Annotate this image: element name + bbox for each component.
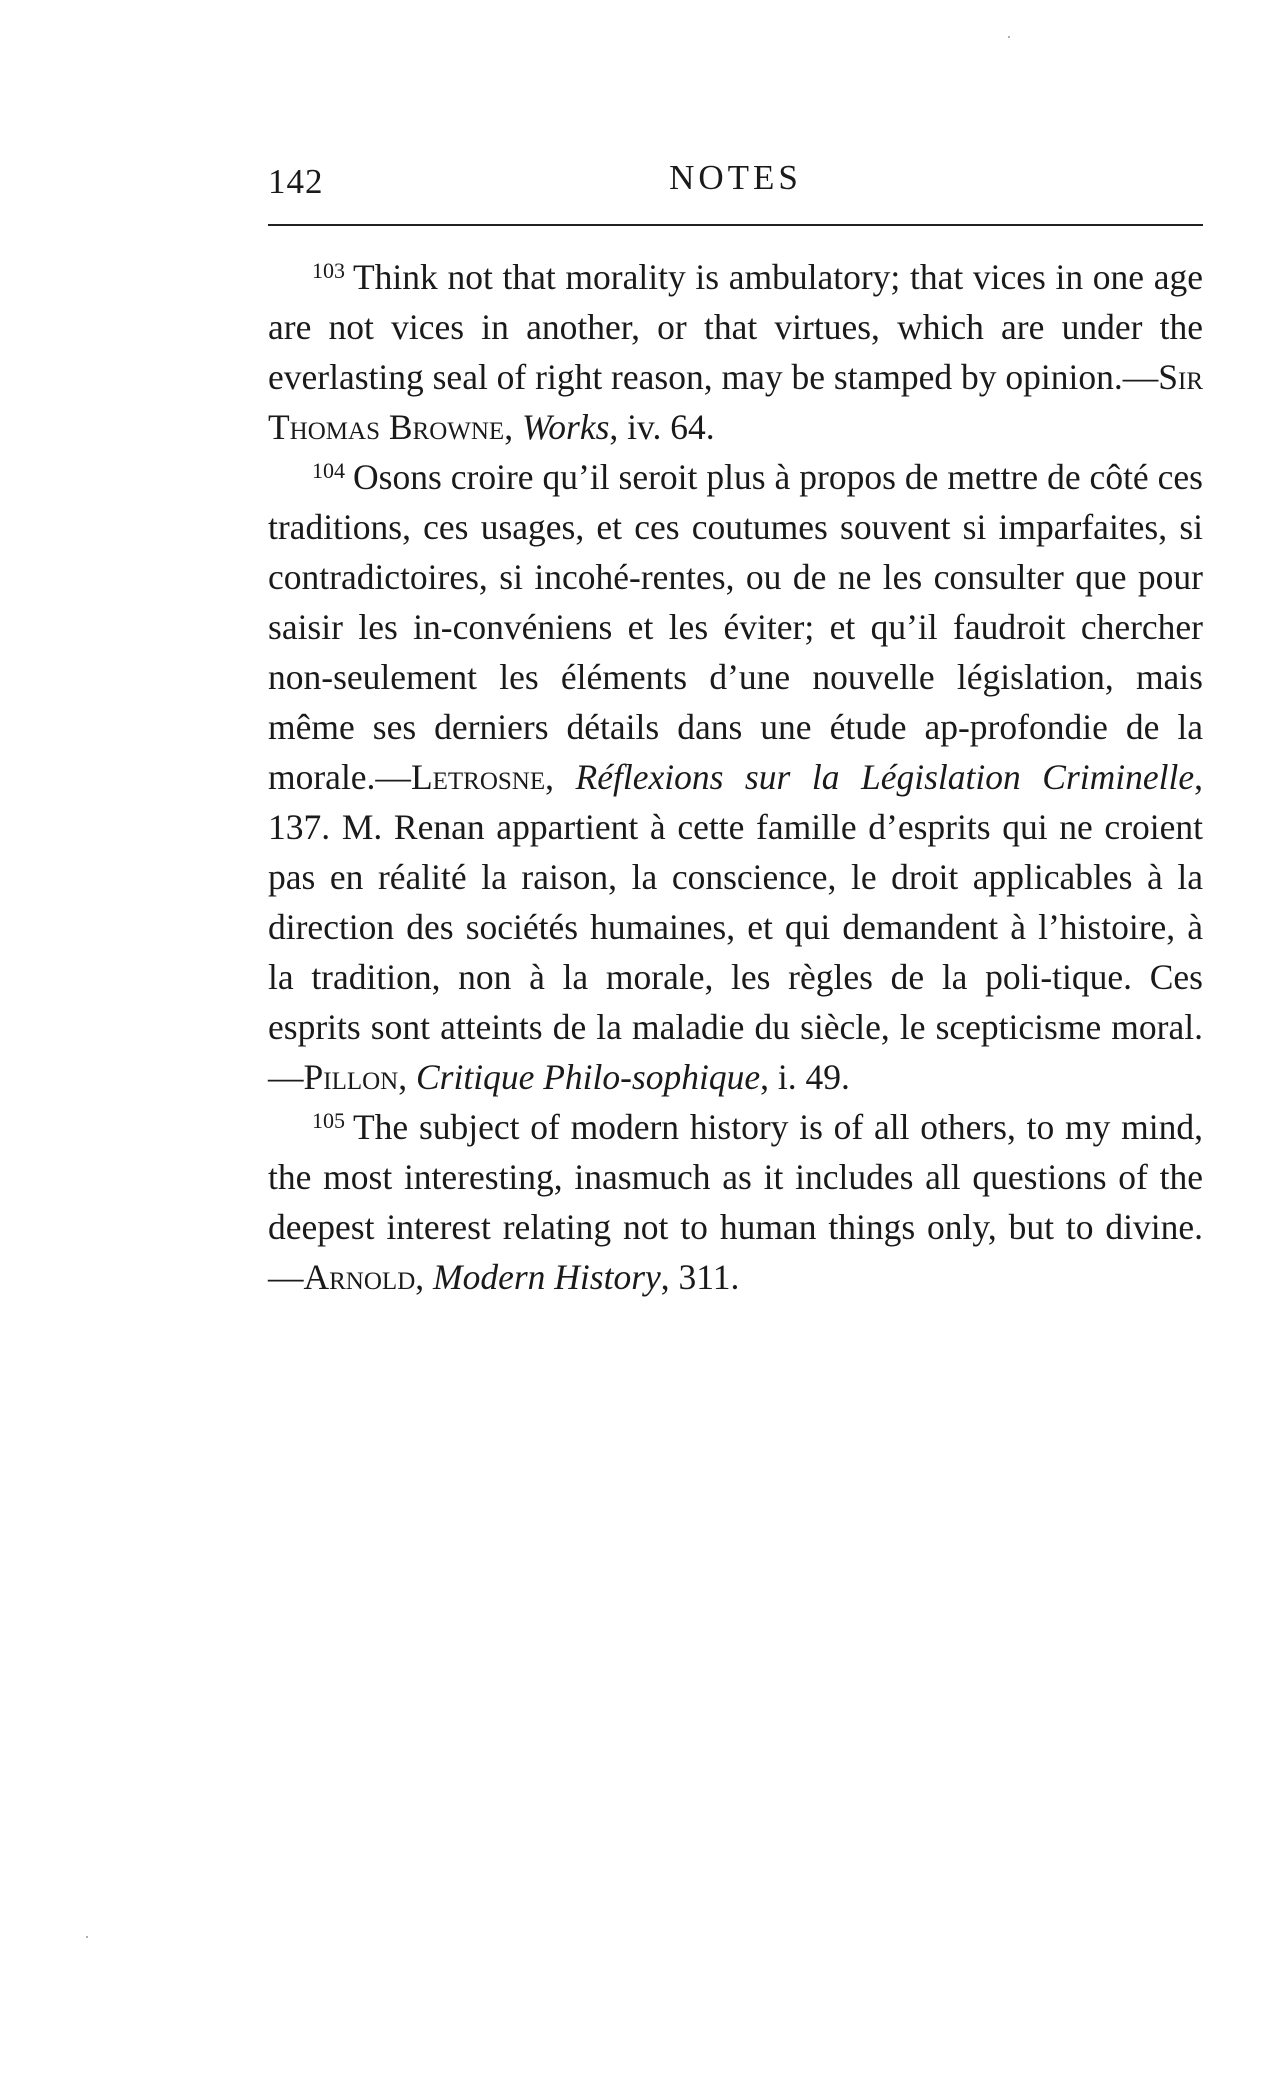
note-separator: , [398, 1057, 416, 1097]
page-number: 142 [268, 162, 324, 201]
note-separator: , [415, 1257, 433, 1297]
note-author: Pillon [303, 1057, 399, 1097]
note-105 [268, 1102, 1203, 1302]
note-text: Osons croire qu’il seroit plus à propos de mettre de côté ces traditions, ces usages, et ces coutumes souvent si imparfaites, si contradictoires, si incohé-rentes, ou de ne les consulter que pour saisir les in-convéniens et les éviter; et qu’il faudroit chercher non-seulement les éléments d’une nouvelle législation, mais même ses derniers détails dans une étude ap-profondie de la morale.— [268, 457, 1203, 797]
note-text: Think not that morality is ambulatory; that vices in one age are not vices in another, or that virtues, which are under the everlasting seal of right reason, may be stamped by opinion.— [268, 257, 1203, 397]
notes-body [268, 252, 1203, 1302]
note-work-title: Works [521, 407, 610, 447]
paper-speck [86, 1936, 88, 1938]
note-author: Arnold [303, 1257, 416, 1297]
running-head [268, 158, 1203, 208]
note-number: 104 [312, 458, 345, 483]
note-reference: , 311. [660, 1257, 740, 1297]
running-title: NOTES [669, 158, 802, 197]
note-work-title: Modern History [433, 1257, 661, 1297]
note-work-title: Critique Philo-sophique [415, 1057, 761, 1097]
note-reference: , iv. 64. [609, 407, 715, 447]
note-author: Sir Thomas Browne [268, 357, 1203, 447]
note-separator: , [504, 407, 522, 447]
note-reference: , 137. [268, 757, 1203, 847]
paper-speck [1008, 36, 1010, 38]
note-separator: , [545, 757, 576, 797]
note-104 [268, 452, 1203, 1102]
note-number: 105 [312, 1108, 345, 1133]
note-work-title: Réflexions sur la Législation Criminelle [575, 757, 1195, 797]
note-author: Letrosne [410, 757, 546, 797]
note-text: The subject of modern history is of all others, to my mind, the most interesting, inasmuch as it includes all questions of the deepest interest relating not to human things only, but to divine.— [268, 1107, 1203, 1297]
header-rule [268, 224, 1203, 226]
note-text: M. Renan appartient à cette famille d’esprits qui ne croient pas en réalité la raison, la conscience, le droit applicables à la direction des sociétés humaines, et qui demandent à l’histoire, à la tradition, non à la morale, les règles de la poli-tique. Ces esprits sont atteints de la maladie du siècle, le scepticisme moral.— [268, 807, 1203, 1097]
note-number: 103 [312, 258, 345, 283]
note-103 [268, 252, 1203, 452]
note-reference: , i. 49. [760, 1057, 850, 1097]
